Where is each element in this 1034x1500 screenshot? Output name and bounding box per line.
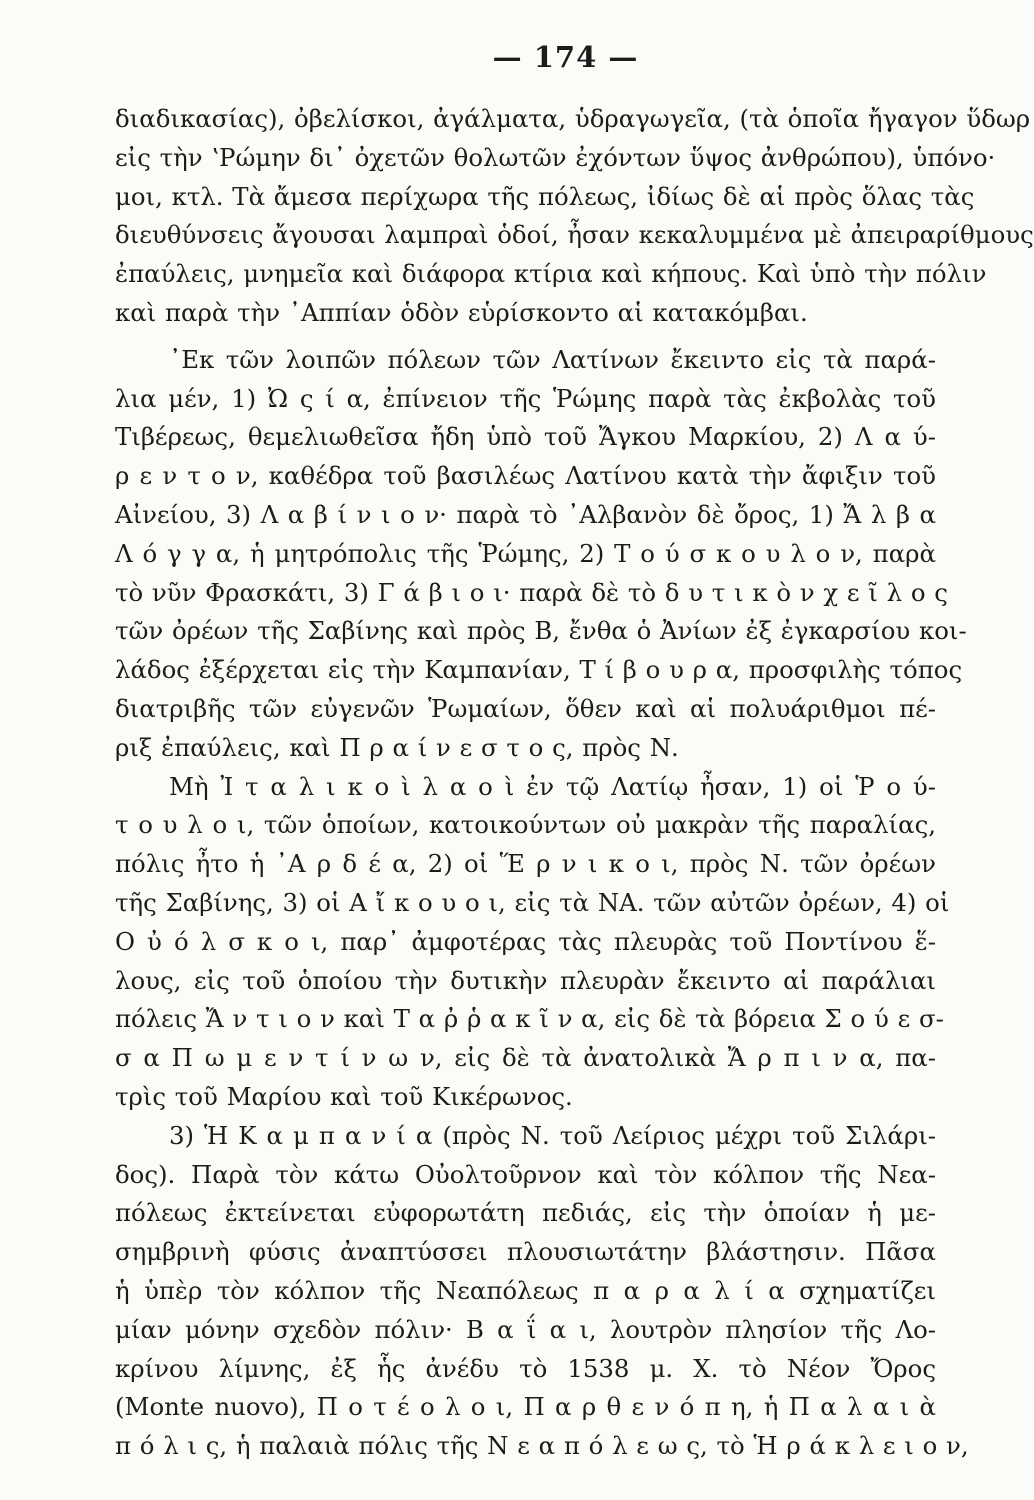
text-line: ρ ε ν τ ο ν, καθέδρα τοῦ βασιλέως Λατίνου κατὰ τὴν ἄφιξιν τοῦ — [115, 461, 936, 491]
text-line: τ ο υ λ ο ι, τῶν ὁποίων, κατοικούντων οὐ μακρὰν τῆς παραλίας, — [115, 810, 936, 840]
text-line: τὸ νῦν Φρασκάτι, 3) Γ ά β ι ο ι· παρὰ δὲ τὸ δ υ τ ι κ ὸ ν χ ε ῖ λ ο ς — [115, 577, 948, 607]
text-line: ᾿Εκ τῶν λοιπῶν πόλεων τῶν Λατίνων ἔκειντο εἰς τὰ παρά- — [169, 344, 936, 374]
text-line: λους, εἰς τοῦ ὁποίου τὴν δυτικὴν πλευρὰν ἔκειντο αἱ παράλιαι — [115, 965, 936, 995]
text-line: τῆς Σαβίνης, 3) οἱ Α ἴ κ ο υ ο ι, εἰς τὰ ΝΑ. τῶν αὐτῶν ὀρέων, 4) οἱ — [115, 887, 950, 917]
text-line: διευθύνσεις ἄγουσαι λαμπραὶ ὁδοί, ἦσαν κεκαλυμμένα μὲ ἀπειραρίθμους — [115, 220, 1034, 250]
text-line: Μὴ Ἰ τ α λ ι κ ο ὶ λ α ο ὶ ἐν τῷ Λατίῳ ἦσαν, 1) οἱ Ῥ ο ύ- — [169, 771, 936, 801]
text-line: λάδος ἐξέρχεται εἰς τὴν Καμπανίαν, Τ ί β ο υ ρ α, προσφιλὴς τόπος — [115, 655, 963, 685]
text-line: διατριβῆς τῶν εὐγενῶν Ῥωμαίων, ὅθεν καὶ αἱ πολυάριθμοι πέ- — [115, 693, 936, 723]
text-line: διαδικασίας), ὀβελίσκοι, ἀγάλματα, ὑδραγωγεῖα, (τὰ ὁποῖα ἤγαγον ὕδωρ — [115, 104, 1031, 133]
text-line: Ο ὐ ό λ σ κ ο ι, παρ᾽ ἀμφοτέρας τὰς πλευρὰς τοῦ Ποντίνου ἕ- — [115, 926, 936, 956]
text-line: καὶ παρὰ τὴν ᾿Αππίαν ὁδὸν εὑρίσκοντο αἱ κατακόμβαι. — [115, 297, 808, 327]
text-line: ἐπαύλεις, μνημεῖα καὶ διάφορα κτίρια καὶ κήπους. Καὶ ὑπὸ τὴν πόλιν — [115, 259, 987, 289]
paragraph-3 — [115, 768, 950, 1117]
paragraph-1 — [115, 100, 1034, 333]
text-line: εἰς τὴν ʽΡώμην δι᾽ ὀχετῶν θολωτῶν ἐχόντων ὕψος ἀνθρώπου), ὑπόνο· — [115, 142, 996, 172]
text-line: Λ ό γ γ α, ἡ μητρόπολις τῆς Ῥώμης, 2) Τ ο ύ σ κ ο υ λ ο ν, παρὰ — [115, 538, 936, 568]
text-line: μίαν μόνην σχεδὸν πόλιν· Β α ΐ α ι, λουτρὸν πλησίον τῆς Λο- — [115, 1314, 936, 1344]
text-line: κρίνου λίμνης, ἐξ ἧς ἀνέδυ τὸ 1538 μ. Χ. τὸ Νέον Ὄρος — [115, 1353, 936, 1383]
text-line: πόλις ἦτο ἡ ᾿Α ρ δ έ α, 2) οἱ Ἕ ρ ν ι κ ο ι, πρὸς Ν. τῶν ὀρέων — [115, 849, 936, 879]
page-number-text: — 174 — — [492, 40, 639, 74]
text-line: Αἰνείου, 3) Λ α β ί ν ι ο ν· παρὰ τὸ ᾿Αλβανὸν δὲ ὄρος, 1) Ἄ λ β α — [115, 499, 936, 529]
page-number — [195, 40, 936, 84]
text-line: ἡ ὑπὲρ τὸν κόλπον τῆς Νεαπόλεως π α ρ α λ ί α σχηματίζει — [115, 1275, 936, 1305]
paragraph-4 — [115, 1117, 969, 1466]
text-line: τῶν ὀρέων τῆς Σαβίνης καὶ πρὸς Β, ἔνθα ὁ Ἀνίων ἐξ ἐγκαρσίου κοι- — [115, 616, 967, 646]
text-line: σημβρινὴ φύσις ἀναπτύσσει πλουσιωτάτην βλάστησιν. Πᾶσα — [115, 1237, 936, 1267]
text-line: (Monte nuovo), Π ο τ έ ο λ ο ι, Π α ρ θ ε ν ό π η, ἡ Π α λ α ι ὰ — [115, 1392, 936, 1422]
text-line: πόλεις Ἄ ν τ ι ο ν καὶ Τ α ῤ ῥ α κ ῖ ν α, εἰς δὲ τὰ βόρεια Σ ο ύ ε σ- — [115, 1004, 944, 1034]
paragraph-2 — [115, 341, 967, 768]
text-line: τρὶς τοῦ Μαρίου καὶ τοῦ Κικέρωνος. — [115, 1081, 573, 1111]
text-line: ριξ ἐπαύλεις, καὶ Π ρ α ί ν ε σ τ ο ς, πρὸς Ν. — [115, 732, 679, 762]
text-line: μοι, κτλ. Τὰ ἄμεσα περίχωρα τῆς πόλεως, ἰδίως δὲ αἱ πρὸς ὅλας τὰς — [115, 181, 975, 211]
text-line: σ α Π ω μ ε ν τ ί ν ω ν, εἰς δὲ τὰ ἀνατολικὰ Ἄ ρ π ι ν α, πα- — [115, 1043, 936, 1073]
text-line: 3) Ἡ Κ α μ π α ν ί α (πρὸς Ν. τοῦ Λείριος μέχρι τοῦ Σιλάρι- — [169, 1120, 936, 1150]
text-line: λια μέν, 1) Ὠ ς ί α, ἐπίνειον τῆς Ῥώμης παρὰ τὰς ἐκβολὰς τοῦ — [115, 383, 936, 413]
text-line: πόλεως ἐκτείνεται εὐφορωτάτη πεδιάς, εἰς τὴν ὁποίαν ἡ με- — [115, 1198, 936, 1228]
text-line: δος). Παρὰ τὸν κάτω Οὐολτοῦρνον καὶ τὸν κόλπον τῆς Νεα- — [115, 1159, 936, 1189]
text-line: Τιβέρεως, θεμελιωθεῖσα ἤδη ὑπὸ τοῦ Ἄγκου Μαρκίου, 2) Λ α ύ- — [115, 422, 936, 452]
text-line: π ό λ ι ς, ἡ παλαιὰ πόλις τῆς Ν ε α π ό λ ε ω ς, τὸ Ἡ ρ ά κ λ ε ι ο ν, — [115, 1431, 969, 1461]
